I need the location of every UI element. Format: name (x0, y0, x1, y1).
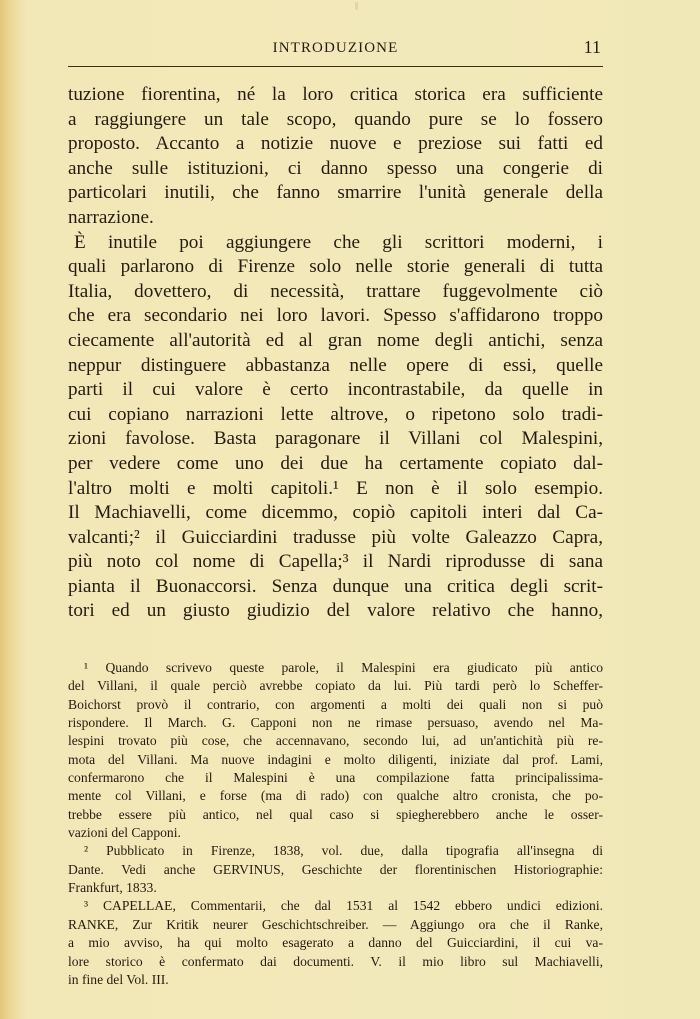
footnote-line: ³ CAPELLAE, Commentarii, che dal 1531 al 1542 ebbero undici edizioni. (84, 898, 603, 914)
text-line: parti il cui valore è certo incontrastabile, da quelle in (68, 379, 603, 401)
main-text (68, 83, 603, 624)
text-line: pianta il Buonaccorsi. Senza dunque una critica degli scrit- (68, 575, 603, 597)
text-line: più noto col nome di Capella;³ il Nardi riprodusse di sana (68, 551, 603, 573)
text-line: a raggiungere un tale scopo, quando pure se lo fossero (68, 108, 603, 130)
footnote-line: trebbe essere più antico, nel qual caso si spiegherebbero anche le osser- (68, 806, 603, 822)
text-line: tori ed un giusto giudizio del valore relativo che hanno, (68, 600, 603, 622)
footnote-line: rispondere. Il March. G. Capponi non ne rimase persuaso, avendo nel Ma- (68, 715, 603, 731)
footnotes (68, 659, 603, 989)
text-line: che era secondario nei loro lavori. Spesso s'affidarono troppo (68, 305, 603, 327)
text-line: cui copiano narrazioni lette altrove, o ripetono solo tradi- (68, 403, 603, 425)
footnote-line: RANKE, Zur Kritik neurer Geschichtschreiber. — Aggiungo ora che il Ranke, (68, 916, 603, 932)
header-rule (68, 66, 603, 67)
text-line: proposto. Accanto a notizie nuove e preziose sui fatti ed (68, 133, 603, 155)
footnote-line: lore storico è confermato dai documenti. V. il mio libro sul Machiavelli, (68, 953, 603, 969)
text-line: narrazione. (68, 206, 154, 228)
paper-blemish (355, 2, 358, 10)
text-line: anche sulle istituzioni, ci danno spesso una congerie di (68, 157, 603, 179)
text-line: È inutile poi aggiungere che gli scrittori moderni, i (74, 231, 603, 253)
text-line: tuzione fiorentina, né la loro critica storica era sufficiente (68, 84, 603, 105)
page-number: 11 (583, 37, 601, 57)
footnote-line: Dante. Vedi anche GERVINUS, Geschichte der florentinischen Historiographie: (68, 861, 603, 877)
text-line: Italia, dovettero, di necessità, trattare fuggevolmente ciò (68, 280, 603, 302)
text-line: particolari inutili, che fanno smarrire l'unità generale della (68, 182, 603, 204)
text-line: Il Machiavelli, come dicemmo, copiò capitoli interi dal Ca- (68, 502, 603, 524)
text-line: valcanti;² il Guicciardini tradusse più volte Galeazzo Capra, (68, 526, 603, 548)
footnote-line: mente col Villani, e forse (ma di rado) con qualche altro cronista, che po- (68, 788, 603, 804)
footnote-line: Frankfurt, 1833. (68, 880, 157, 896)
text-line: quali parlarono di Firenze solo nelle storie generali di tutta (68, 256, 603, 278)
footnote-line: ¹ Quando scrivevo queste parole, il Malespini era giudicato più antico (84, 660, 603, 675)
text-line: ciecamente all'autorità ed al gran nome degli antichi, senza (68, 329, 603, 351)
footnote-line: in fine del Vol. III. (68, 971, 169, 987)
footnote-line: vazioni del Capponi. (68, 825, 181, 841)
footnote-line: a mio avviso, ha qui molto esagerato a danno del Guicciardini, il cui va- (68, 935, 603, 951)
footnote-line: mota del Villani. Ma nuove indagini e molto diligenti, iniziate dal prof. Lami, (68, 751, 603, 767)
footnote-line: confermarono che il Malespini è una compilazione fatta principalissima- (68, 770, 603, 786)
text-line: l'altro molti e molti capitoli.¹ E non è il solo esempio. (68, 477, 603, 499)
running-title: INTRODUZIONE (272, 40, 399, 56)
text-line: neppur distinguere abbastanza nelle opere di essi, quelle (68, 354, 603, 376)
text-line: per vedere come uno dei due ha certamente copiato dal- (68, 452, 603, 474)
text-line: zioni favolose. Basta paragonare il Villani col Malespini, (68, 428, 603, 450)
footnote-line: del Villani, il quale perciò avrebbe copiato da lui. Più tardi però lo Scheffer- (68, 678, 603, 694)
footnote-line: Boichorst provò il contrario, con argomenti a molti dei quali non si può (68, 696, 603, 712)
footnote-line: lespini trovato più cose, che accennavano, secondo lui, ad un'antichità più re- (68, 733, 603, 749)
footnote-line: ² Pubblicato in Firenze, 1838, vol. due, dalla tipografia all'insegna di (84, 843, 603, 859)
page-header (68, 37, 603, 63)
